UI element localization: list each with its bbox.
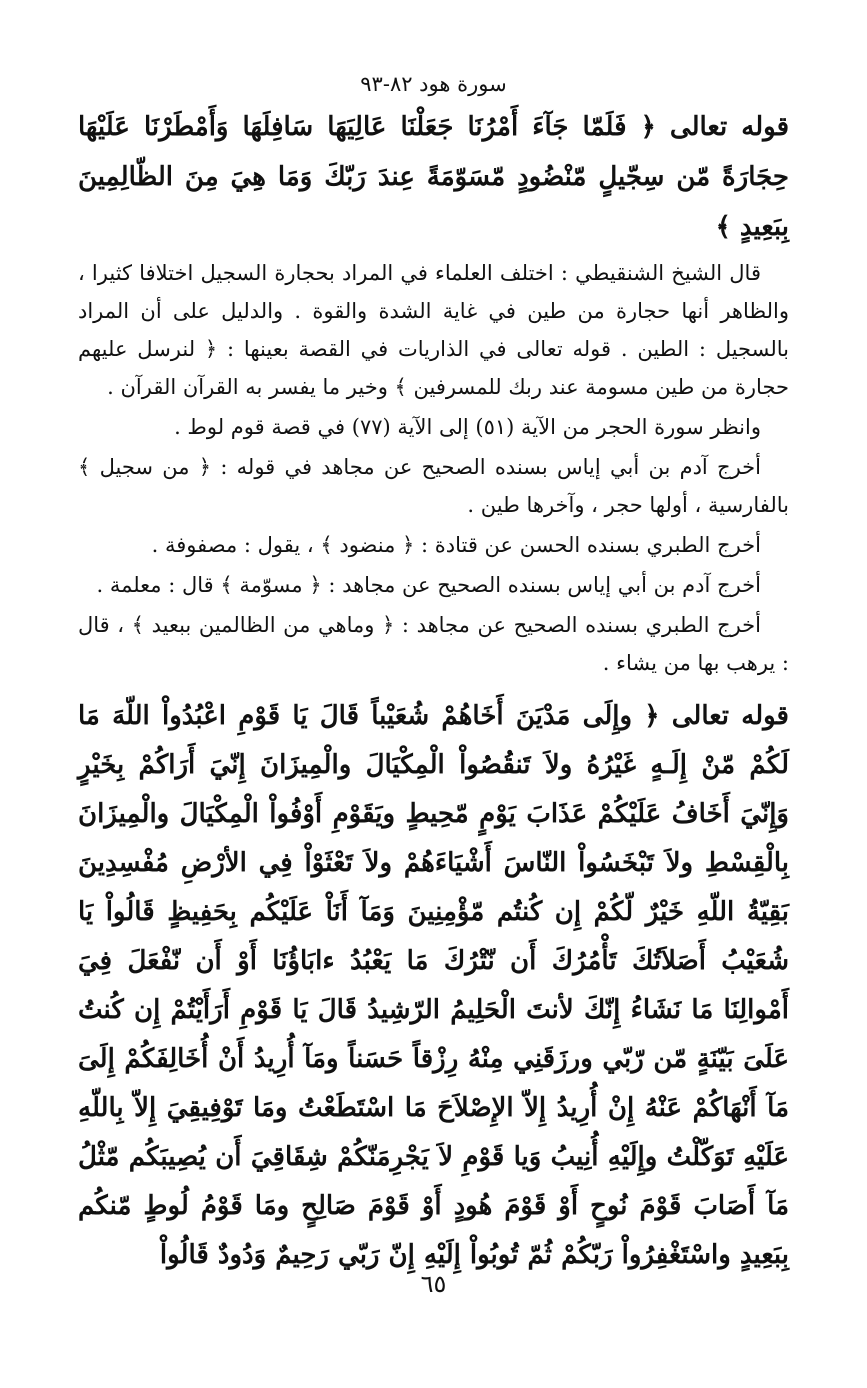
- verse-lead-2: قوله تعالى: [671, 701, 789, 731]
- narration-mandud: أخرج الطبري بسنده الحسن عن قتادة : ﴿ منضود ﴾ ، يقول : مصفوفة .: [151, 533, 761, 557]
- narration-baid: أخرج الطبري بسنده الصحيح عن مجاهد : ﴿ وماهي من الظالمين ببعيد ﴾ ، قال : يرهب بها من يشاء .: [78, 613, 789, 675]
- commentary-hijr-reference: وانظر سورة الحجر من الآية (٥١) إلى الآية (٧٧) في قصة قوم لوط .: [174, 415, 761, 439]
- verse-lead-1: قوله تعالى: [669, 112, 789, 142]
- verse-block-1: [78, 102, 789, 252]
- verse-text-1: ﴿ فَلَمّا جَآءَ أَمْرُنَا جَعَلْنَا عَالِيَهَا سَافِلَهَا وَأَمْطَرْنَا عَلَيْهَا حِجَارَةً مّن سِجّيلٍ مّنْضُودٍ مّسَوّمَةً عِندَ رَبّكَ وَمَا هِيَ مِنَ الظّالِمِينَ بِبَعِيدٍ ﴾: [78, 112, 789, 242]
- running-header: سورة هود ٨٢-٩٣: [360, 72, 507, 96]
- page-number: ٦٥: [420, 1270, 447, 1298]
- commentary-shanqiti: قال الشيخ الشنقيطي : اختلف العلماء في المراد بحجارة السجيل اختلافا كثيرا ، والظاهر أنها حجارة من طين في غاية الشدة والقوة . والدليل على أن المراد بالسجيل : الطين . قوله تعالى في الذاريات في القصة بعينها : ﴿ لنرسل عليهم حجارة من طين مسومة عند ربك للمسرفين ﴾ وخير ما يفسر به القرآن القرآن .: [78, 261, 789, 399]
- narration-musawwama: أخرج آدم بن أبي إياس بسنده الصحيح عن مجاهد : ﴿ مسوّمة ﴾ قال : معلمة .: [96, 573, 761, 597]
- verse-text-2: ﴿ وإِلَى مَدْيَنَ أَخَاهُمْ شُعَيْباً قَالَ يَا قَوْمِ اعْبُدُواْ اللّهَ مَا لَكُمْ مّنْ إِلَـهٍ غَيْرُهُ ولاَ تَنقُصُواْ الْمِكْيَالَ والْمِيزَانَ إِنّيَ أَرَاكُمْ بِخَيْرٍ وَإِنّيَ أَخَافُ عَلَيْكُمْ عَذَابَ يَوْمٍ مّحِيطٍ ويَقَوْمِ أَوْفُواْ الْمِكْيَالَ والْمِيزَانَ بِالْقِسْطِ ولاَ تَبْخَسُواْ النّاسَ أَشْيَاءَهُمْ ولاَ تَعْثَوْاْ فِي الأرْضِ مُفْسِدِينَ بَقِيّةُ اللّهِ خَيْرٌ لّكُمْ إِن كُنتُم مّؤْمِنِينَ وَمَآ أَنَاْ عَلَيْكُم بِحَفِيظٍ قَالُواْ يَا شُعَيْبُ أَصَلاَتُكَ تَأْمُرُكَ أَن نّتْرُكَ مَا يَعْبُدُ ءابَاؤُنَا أَوْ أَن نّفْعَلَ فِيَ أَمْوالِنَا مَا نَشَاءُ إِنّكَ لأنتَ الْحَلِيمُ الرّشِيدُ قَالَ يَا قَوْمِ أَرَأَيْتُمْ إِن كُنتُ عَلَىَ بَيّنَةٍ مّن رّبّي ورزَقَنِي مِنْهُ رِزْقاً حَسَناً ومَآ أُرِيدُ أَنْ أُخَالِفَكُمْ إِلَىَ مَآ أَنْهَاكُمْ عَنْهُ إِنْ أُرِيدُ إِلاّ الإِصْلاَحَ مَا اسْتَطَعْتُ ومَا تَوْفِيقِيَ إِلاّ بِاللّهِ عَلَيْهِ تَوَكّلْتُ وإِلَيْهِ أُنِيبُ وَيا قَوْمِ لاَ يَجْرِمَنّكُمْ شِقَاقِيَ أَن يُصِيبَكُم مّثْلُ مَآ أَصَابَ قَوْمَ نُوحٍ أَوْ قَوْمَ هُودٍ أَوْ قَوْمَ صَالِحٍ ومَا قَوْمُ لُوطٍ مّنكُم بِبَعِيدٍ واسْتَغْفِرُواْ رَبّكُمْ ثُمّ تُوبُواْ إِلَيْهِ إِنّ رَبّي رَحِيمٌ وَدُودٌ قَالُواْ: [78, 701, 789, 1270]
- verse-block-2: [78, 692, 789, 1280]
- narration-sijjil: أخرج آدم بن أبي إياس بسنده الصحيح عن مجاهد في قوله : ﴿ من سجيل ﴾ بالفارسية ، أولها حجر ، وآخرها طين .: [78, 455, 789, 517]
